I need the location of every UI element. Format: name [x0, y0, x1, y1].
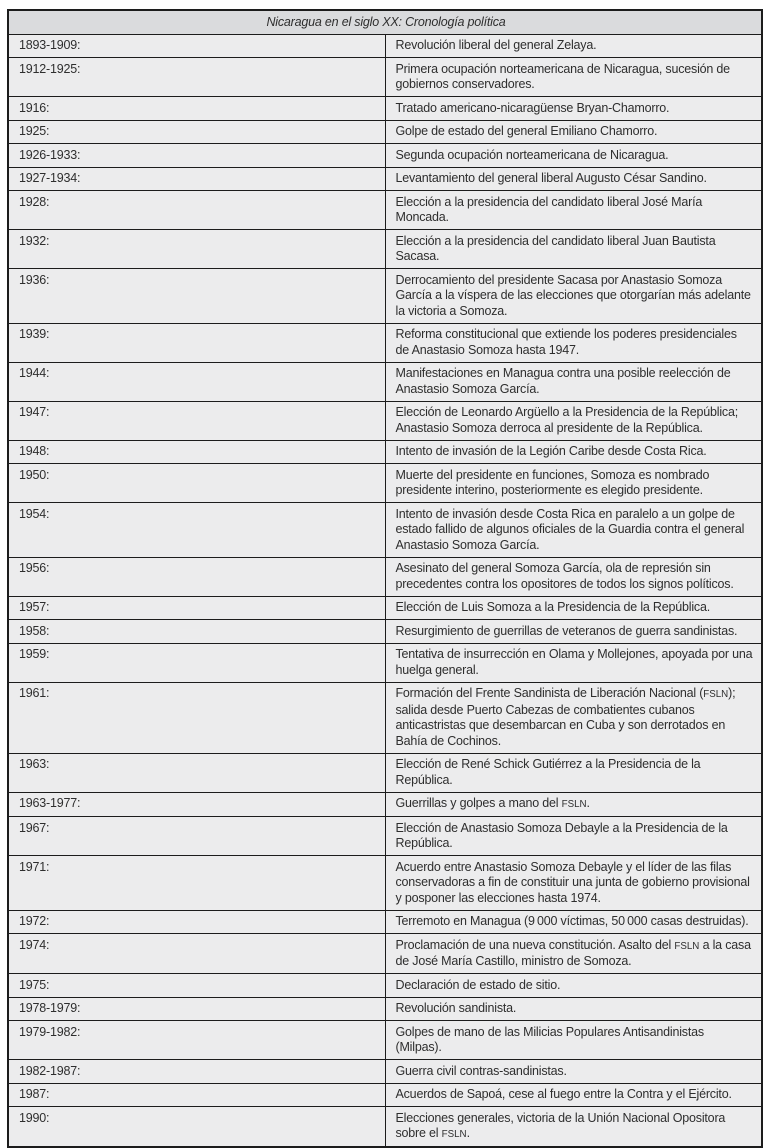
year-cell: 1982-1987:: [8, 1060, 385, 1084]
table-row: [8, 792, 762, 817]
event-cell: Guerra civil contras-sandinistas.: [385, 1060, 762, 1084]
year-cell: 1932:: [8, 230, 385, 269]
year-cell: 1944:: [8, 362, 385, 401]
year-cell: 1957:: [8, 596, 385, 620]
event-cell: Acuerdo entre Anastasio Somoza Debayle y el líder de las filas conservadoras a fin de constituir una junta de gobierno provisional y posponer las elecciones hasta 1974.: [385, 856, 762, 911]
chronology-rows: [8, 10, 762, 1147]
event-cell: Proclamación de una nueva constitución. Asalto del FSLN a la casa de José María Castillo, ministro de Somoza.: [385, 934, 762, 974]
event-cell: Elección de Anastasio Somoza Debayle a la Presidencia de la República.: [385, 817, 762, 856]
table-row: [8, 167, 762, 191]
table-row: [8, 596, 762, 620]
year-cell: 1950:: [8, 464, 385, 503]
event-cell: Elección de Leonardo Argüello a la Presidencia de la República; Anastasio Somoza derroca al presidente de la República.: [385, 401, 762, 440]
table-row: [8, 401, 762, 440]
year-cell: 1974:: [8, 934, 385, 974]
year-cell: 1958:: [8, 620, 385, 644]
table-row: [8, 503, 762, 558]
table-row: [8, 643, 762, 682]
table-row: [8, 362, 762, 401]
year-cell: 1979-1982:: [8, 1021, 385, 1060]
event-cell: Elecciones generales, victoria de la Unión Nacional Opositora sobre el FSLN.: [385, 1107, 762, 1148]
event-cell: Acuerdos de Sapoá, cese al fuego entre la Contra y el Ejército.: [385, 1083, 762, 1107]
table-row: [8, 1021, 762, 1060]
event-cell: Tentativa de insurrección en Olama y Mollejones, apoyada por una huelga general.: [385, 643, 762, 682]
year-cell: 1972:: [8, 910, 385, 934]
table-title: Nicaragua en el siglo XX: Cronología política: [8, 10, 762, 34]
year-cell: 1967:: [8, 817, 385, 856]
event-cell: Elección a la presidencia del candidato liberal Juan Bautista Sacasa.: [385, 230, 762, 269]
table-row: [8, 464, 762, 503]
table-row: [8, 269, 762, 324]
table-row: [8, 856, 762, 911]
table-row: [8, 974, 762, 998]
year-cell: 1947:: [8, 401, 385, 440]
fsln-acronym: FSLN: [703, 689, 729, 700]
year-cell: 1959:: [8, 643, 385, 682]
table-row: [8, 230, 762, 269]
title-row: [8, 10, 762, 34]
year-cell: 1925:: [8, 120, 385, 144]
fsln-acronym: FSLN: [561, 799, 587, 810]
table-row: [8, 1107, 762, 1148]
event-cell: Revolución liberal del general Zelaya.: [385, 34, 762, 58]
table-row: [8, 323, 762, 362]
event-cell: Intento de invasión de la Legión Caribe desde Costa Rica.: [385, 440, 762, 464]
event-cell: Elección a la presidencia del candidato liberal José María Moncada.: [385, 191, 762, 230]
year-cell: 1936:: [8, 269, 385, 324]
event-cell: Primera ocupación norteamericana de Nicaragua, sucesión de gobiernos conservadores.: [385, 58, 762, 97]
year-cell: 1927-1934:: [8, 167, 385, 191]
event-cell: Elección de Luis Somoza a la Presidencia de la República.: [385, 596, 762, 620]
table-row: [8, 817, 762, 856]
event-cell: Segunda ocupación norteamericana de Nicaragua.: [385, 144, 762, 168]
year-cell: 1956:: [8, 557, 385, 596]
year-cell: 1963-1977:: [8, 792, 385, 817]
table-row: [8, 997, 762, 1021]
event-cell: Resurgimiento de guerrillas de veteranos de guerra sandinistas.: [385, 620, 762, 644]
year-cell: 1975:: [8, 974, 385, 998]
fsln-acronym: FSLN: [674, 940, 700, 952]
year-cell: 1987:: [8, 1083, 385, 1107]
event-cell: Muerte del presidente en funciones, Somoza es nombrado presidente interino, posteriormente es elegido presidente.: [385, 464, 762, 503]
table-row: [8, 620, 762, 644]
table-row: [8, 753, 762, 792]
fsln-acronym: FSLN: [441, 1129, 467, 1140]
year-cell: 1961:: [8, 682, 385, 753]
table-row: [8, 682, 762, 753]
year-cell: 1963:: [8, 753, 385, 792]
table-row: [8, 97, 762, 121]
table-row: [8, 144, 762, 168]
table-row: [8, 120, 762, 144]
year-cell: 1954:: [8, 503, 385, 558]
table-row: [8, 934, 762, 974]
event-cell: Revolución sandinista.: [385, 997, 762, 1021]
event-cell: Terremoto en Managua (9 000 víctimas, 50 000 casas destruidas).: [385, 910, 762, 934]
event-cell: Levantamiento del general liberal Augusto César Sandino.: [385, 167, 762, 191]
year-cell: 1916:: [8, 97, 385, 121]
event-cell: Elección de René Schick Gutiérrez a la Presidencia de la República.: [385, 753, 762, 792]
year-cell: 1990:: [8, 1107, 385, 1148]
year-cell: 1912-1925:: [8, 58, 385, 97]
event-cell: Formación del Frente Sandinista de Liberación Nacional (FSLN); salida desde Puerto Cabezas de combatientes cubanos anticastristas que desembarcan en Cuba y son derrotados en Bahía de Cochinos.: [385, 682, 762, 753]
year-cell: 1978-1979:: [8, 997, 385, 1021]
year-cell: 1971:: [8, 856, 385, 911]
event-cell: Golpe de estado del general Emiliano Chamorro.: [385, 120, 762, 144]
event-cell: Golpes de mano de las Milicias Populares Antisandinistas (Milpas).: [385, 1021, 762, 1060]
event-cell: Reforma constitucional que extiende los poderes presidenciales de Anastasio Somoza hasta 1947.: [385, 323, 762, 362]
event-cell: Intento de invasión desde Costa Rica en paralelo a un golpe de estado fallido de algunos oficiales de la Guardia contra el general Anastasio Somoza García.: [385, 503, 762, 558]
table-row: [8, 191, 762, 230]
event-cell: Tratado americano-nicaragüense Bryan-Chamorro.: [385, 97, 762, 121]
table-row: [8, 1083, 762, 1107]
table-row: [8, 1060, 762, 1084]
year-cell: 1939:: [8, 323, 385, 362]
year-cell: 1926-1933:: [8, 144, 385, 168]
table-row: [8, 58, 762, 97]
chronology-table: [7, 9, 763, 1148]
event-cell: Manifestaciones en Managua contra una posible reelección de Anastasio Somoza García.: [385, 362, 762, 401]
event-cell: Declaración de estado de sitio.: [385, 974, 762, 998]
year-cell: 1948:: [8, 440, 385, 464]
year-cell: 1893-1909:: [8, 34, 385, 58]
table-row: [8, 910, 762, 934]
table-row: [8, 34, 762, 58]
table-row: [8, 557, 762, 596]
event-cell: Asesinato del general Somoza García, ola de represión sin precedentes contra los opositores de todos los signos políticos.: [385, 557, 762, 596]
event-cell: Derrocamiento del presidente Sacasa por Anastasio Somoza García a la víspera de las elecciones que otorgarían más adelante la victoria a Somoza.: [385, 269, 762, 324]
year-cell: 1928:: [8, 191, 385, 230]
table-row: [8, 440, 762, 464]
event-cell: Guerrillas y golpes a mano del FSLN.: [385, 792, 762, 817]
